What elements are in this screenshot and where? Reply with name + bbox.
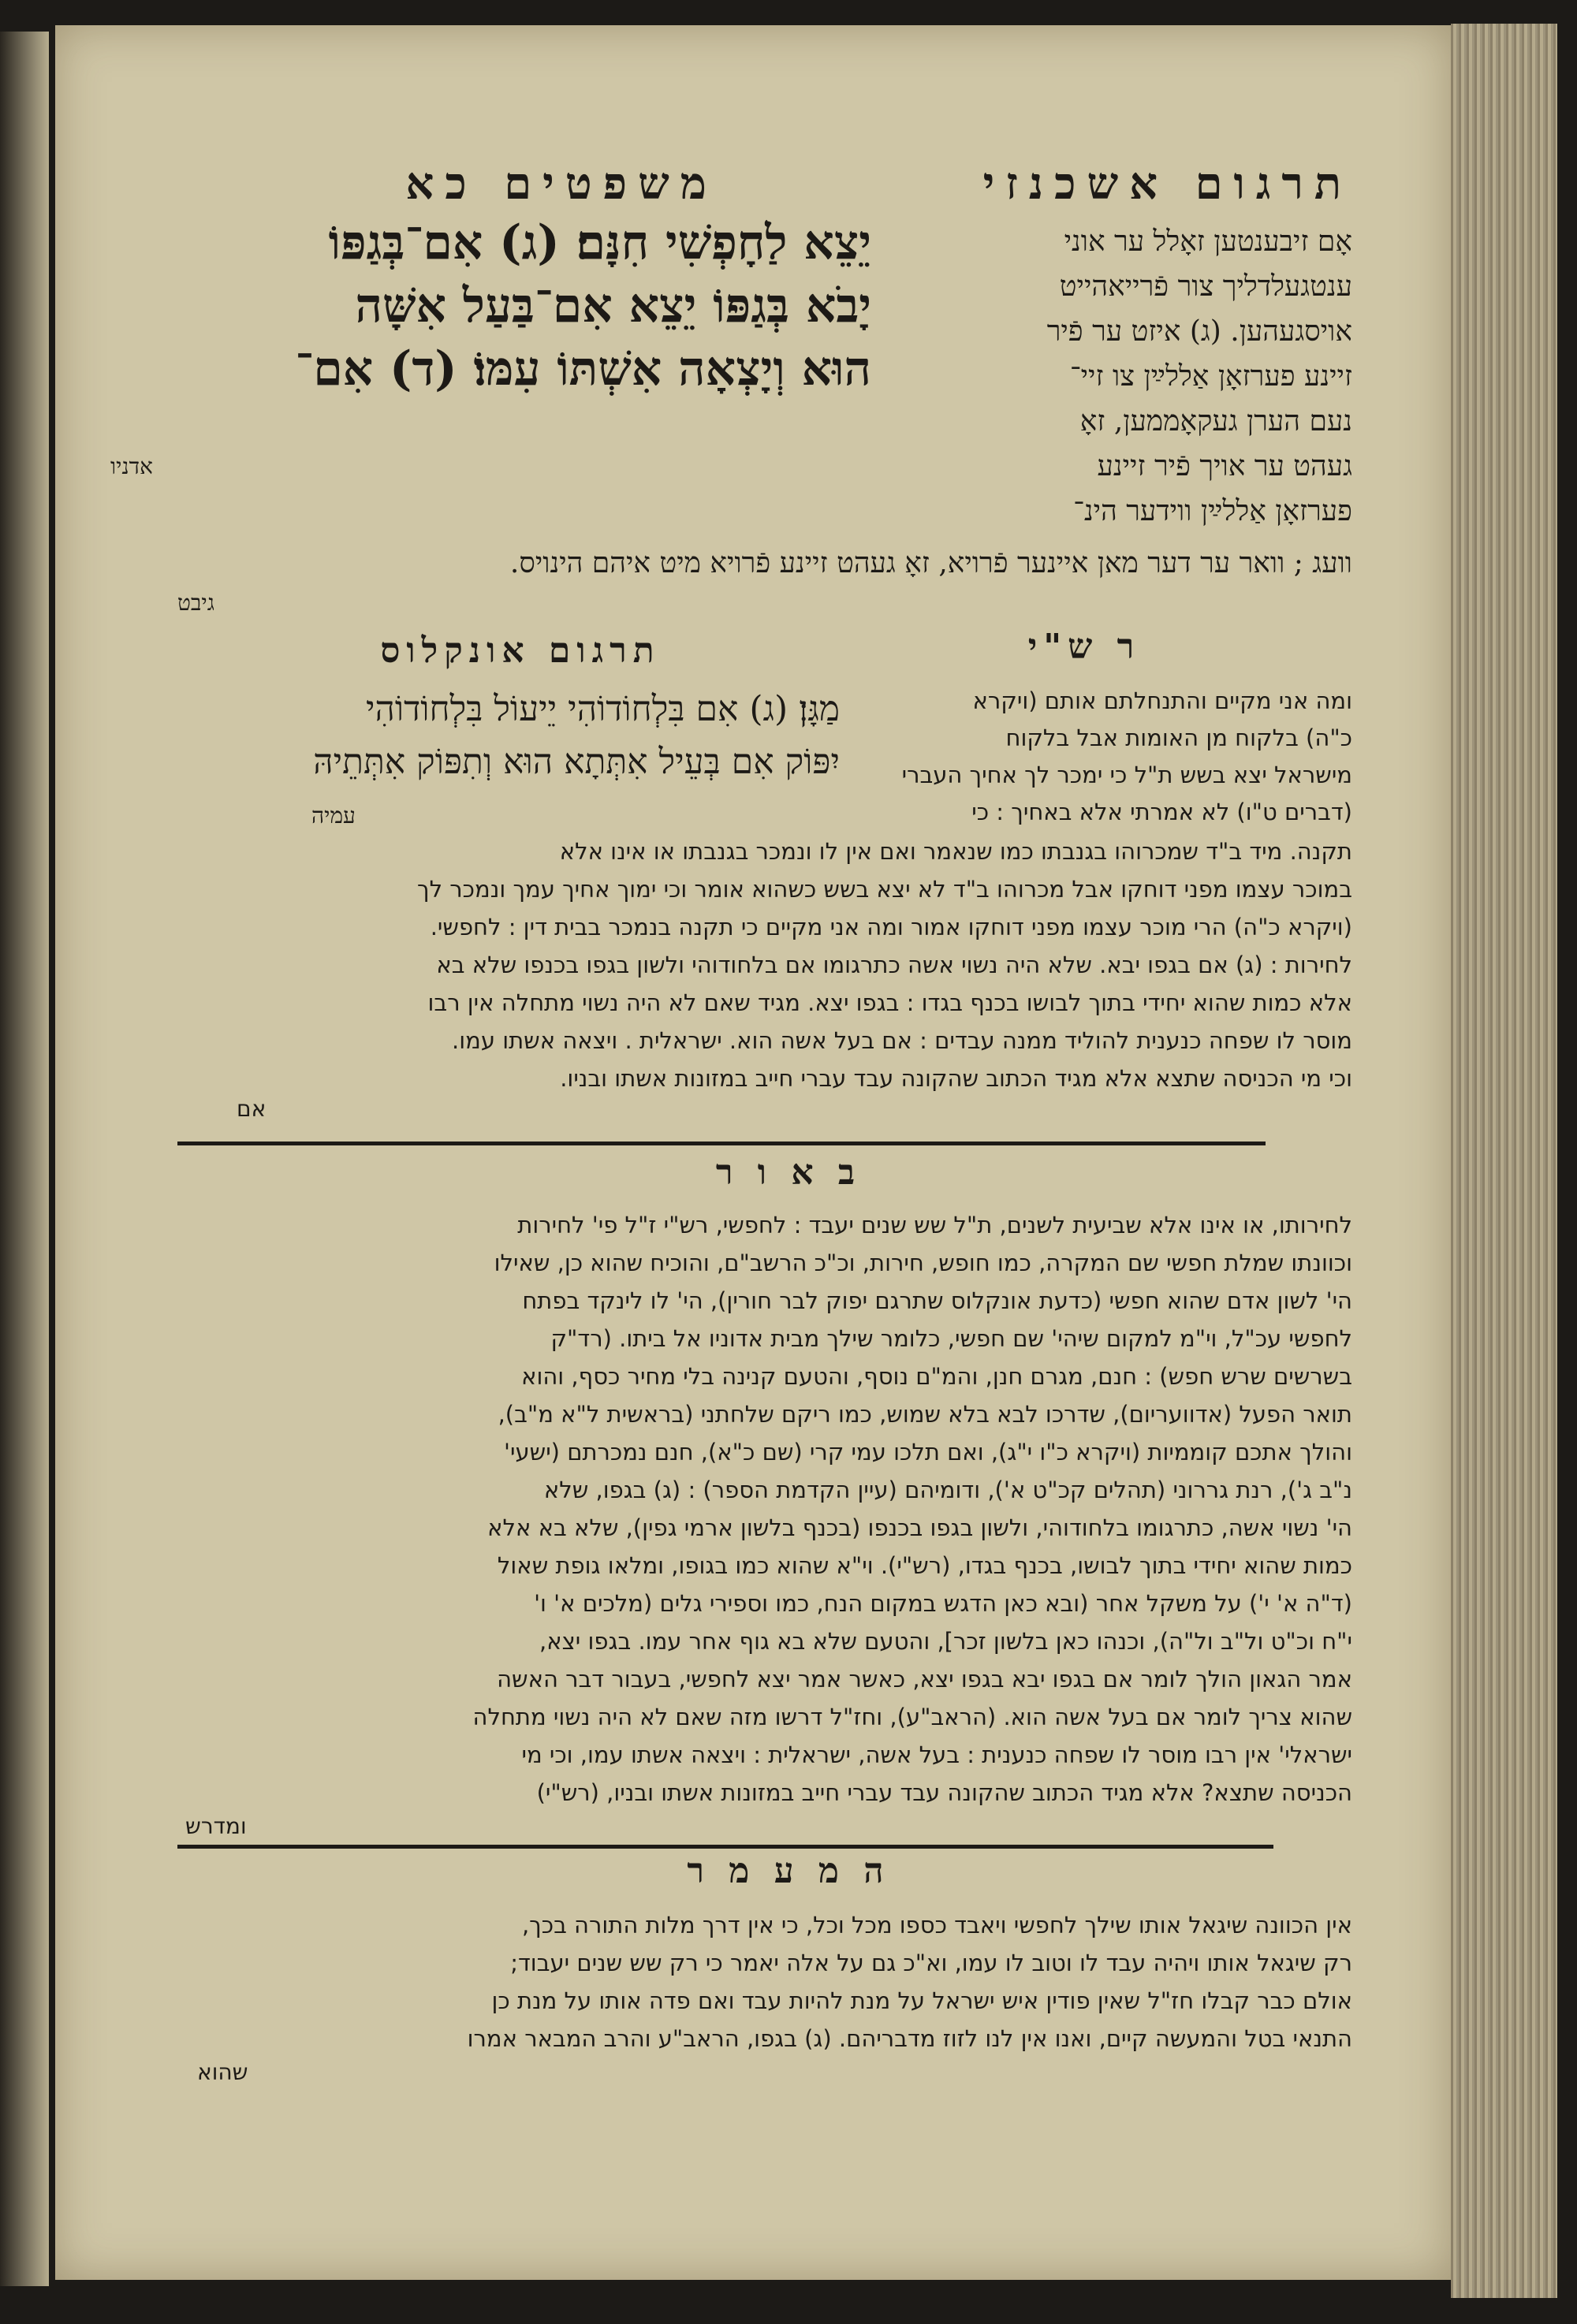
page-stack-edge	[1451, 24, 1557, 2298]
verse-line: יָבֹא בְּגַפּוֹ יֵצֵא אִם־בַּעַל אִשָּׁה	[355, 278, 871, 333]
yiddish-line: אויסגעהען. (ג) איזט ער פֿיר	[1046, 315, 1352, 348]
rashi-line: אלא כמות שהוא יחידי בתוך לבושו בכנף בגדו : בגפו יצא. מגיד שאם לא היה נשוי מתחלה אין רבו	[427, 989, 1352, 1016]
verse-line: הוּא וְיָצְאָה אִשְׁתּוֹ עִמּוֹ׃ (ד) אִם־	[295, 341, 871, 397]
rashi-line: במוכר עצמו מפני דוחקו אבל מכרוהו ב"ד לא יצא בשש כשהוא אומר וכי ימוך אחיך עמך ונמכר לך	[417, 876, 1352, 903]
yiddish-full-line: וועג ; וואר ער דער מאן איינער פֿרויא, זאָ געהט זיינע פֿרויא מיט איהם הינויס.	[509, 547, 1352, 579]
rashi-side-line: (דברים ט"ו) לא אמרתי אלא באחיך : כי	[971, 799, 1352, 825]
biur-line: ישראלי' אין רבו מוסר לו שפחה כנענית : בעל אשה, ישראלית : ויצאה אשתו עמו, וכי מי	[521, 1741, 1352, 1768]
rashi-line: תקנה. מיד ב"ד שמכרוהו בגנבתו כמו שנאמר ואם אין לו ונמכר בגנבתו או אינו אלא	[559, 838, 1352, 865]
biur-line: (ד"ה א' י') על משקל אחר (ובא כאן הדגש במקום הנח, כמו וספירי גלים (מלכים א' ו'	[534, 1590, 1352, 1617]
yiddish-line: פערזאָן אַללײַן ווידער הינ־	[1073, 495, 1352, 527]
yiddish-line: געהט ער אויך פֿיר זיינע	[1097, 450, 1352, 482]
biur-line: והולך אתכם קוממיות (ויקרא כ"ו י"ג), ואם תלכו עמי קרי (שם כ"א), חנם נמכרתם (ישעי'	[504, 1439, 1352, 1466]
biur-line: אמר הגאון הולך לומר אם בגפו יבא בגפו יצא, כאשר אמר יצא לחפשי, בעבור דבר האשה	[497, 1666, 1352, 1693]
rashi-line: (ויקרא כ"ה) הרי מוכר עצמו מפני דוחקו אמור ומה אני מקיים כי תקנה בנמכר בבית דין : לחפשי.	[430, 914, 1352, 940]
rashi-catchword: אם	[237, 1096, 267, 1122]
yiddish-line: ענטגעלדליך צור פֿרייאהייט	[1059, 270, 1352, 303]
onkelos-catchword: עמיה	[311, 803, 356, 829]
biur-line: הי' לשון אדם שהוא חפשי (כדעת אונקלוס שתרגם יפוק לבר חורין), הי' לו לינקד בפתח	[522, 1287, 1352, 1314]
onkelos-title: תרגום אונקלוס	[380, 631, 661, 671]
section-divider	[177, 1845, 1273, 1849]
section-divider	[177, 1142, 1266, 1145]
biur-line: בשרשים שרש חפש) : חנם, מגרם חנן, והמ"ם נוסף, והטעם קנינה בלי מחיר כסף, והוא	[521, 1363, 1352, 1390]
hameamer-title: ה מ ע מ ר	[687, 1851, 890, 1891]
rashi-line: וכי מי הכניסה שתצא אלא מגיד הכתוב שהקונה עבד עברי חייב במזונות אשתו ובניו.	[560, 1065, 1352, 1092]
verse-catchword: אדניו	[110, 453, 153, 479]
yiddish-line: נעם הערן געקאָממען, זאָ	[1079, 405, 1352, 438]
hameamer-catchword: שהוא	[197, 2059, 248, 2085]
previous-page-edge	[0, 32, 49, 2286]
biur-line: י"ח וכ"ט ול"ב ול"ה), וכנהו כאן בלשון זכר], והטעם שלא בא גוף אחר עמו. בגפו יצא,	[539, 1628, 1352, 1655]
biur-line: הכניסה שתצא? אלא מגיד הכתוב שהקונה עבד עברי חייב במזונות אשתו ובניו, (רש"י)	[536, 1779, 1352, 1806]
biur-line: וכוונתו שמלת חפשי שם המקרה, כמו חופש, חירות, וכ"כ הרשב"ם, והוכיח שהוא כן, שאילו	[494, 1250, 1352, 1276]
biur-catchword: ומדרש	[185, 1813, 247, 1839]
rashi-title: ר ש"י	[1027, 627, 1141, 667]
onkelos-line: יִפּוֹק אִם בְּעֵיל אִתְּתָא הוּא וְתִפּוֹק אִתְּתֵיהּ	[313, 742, 840, 782]
hameamer-line: התנאי בטל והמעשה קיים, ואנו אין לנו לזוז מדבריהם. (ג) בגפו, הראב"ע והרב המבאר אמרו	[467, 2025, 1352, 2052]
verse-line: יֵצֵא לַחָפְשִׁי חִנָּם׃ (ג) אִם־בְּגַפּוֹ	[328, 215, 871, 270]
header-left-title: תרגום אשכנזי	[982, 158, 1352, 210]
hameamer-line: אולם כבר קבלו חז"ל שאין פודין איש ישראל על מנת להיות עבד ואם פדה אותו על מנת כן	[491, 1987, 1352, 2014]
yiddish-line: זיינע פערזאָן אַללײַן צו זיי־	[1069, 360, 1352, 393]
yiddish-line: אָם זיבענטען זאָלל ער אוני	[1064, 225, 1352, 258]
biur-line: שהוא צריך לומר אם בעל אשה הוא. (הראב"ע), וחז"ל דרשו מזה שאם לא היה נשוי מתחלה	[472, 1704, 1352, 1730]
biur-line: תואר הפעל (אדוועריום), שדרכו לבא בלא שמוש, כמו ריקם שלחתני (בראשית ל"א מ"ב),	[498, 1401, 1352, 1428]
hameamer-line: אין הכוונה שיגאל אותו שילך לחפשי ויאבד כספו מכל וכל, כי אין דרך מלות התורה בכך,	[521, 1912, 1352, 1939]
biur-title: ב א ו ר	[715, 1153, 862, 1193]
rashi-side-line: ומה אני מקיים והתנחלתם אותם (ויקרא	[972, 687, 1352, 714]
hameamer-line: רק שיגאל אותו ויהיה עבד לו וטוב לו עמו, וא"כ גם על אלה יאמר כי רק שש שנים יעבוד;	[510, 1950, 1352, 1976]
biur-line: הי' נשוי אשה, כתרגומו בלחודוהי, ולשון בגפו בכנפו (בכנף בלשון ארמי גפין), שלא בא אלא	[487, 1514, 1352, 1541]
biur-line: לחפשי עכ"ל, וי"מ למקום שיהי' שם חפשי, כלומר שילך מבית אדוניו אל ביתו. (רד"ק	[550, 1325, 1352, 1352]
biur-line: לחירותו, או אינו אלא שביעית לשנים, ת"ל שש שנים יעבד : לחפשי, רש"י ז"ל פי' לחירות	[517, 1212, 1352, 1238]
biur-line: נ"ב ג'), רנת גררוני (תהלים קכ"ט א'), ודומיהם (עיין הקדמת הספר) : (ג) בגפו, שלא	[543, 1477, 1352, 1503]
rashi-side-line: כ"ה) בלקוח מן האומות אבל בלקוח	[1005, 724, 1352, 751]
header-right-title: משפטים כא	[405, 158, 718, 210]
biur-line: כמות שהוא יחידי בתוך לבושו, בכנף בגדו, (רש"י). וי"א שהוא כמו בגופו, ומלאו גופת שאול	[497, 1552, 1352, 1579]
rashi-side-line: מישראל יצא בשש ת"ל כי ימכר לך אחיך העברי	[901, 762, 1352, 788]
rashi-line: מוסר לו שפחה כנענית להוליד ממנה עבדים : אם בעל אשה הוא. ישראלית . ויצאה אשתו עמו.	[452, 1027, 1352, 1054]
rashi-line: לחירות : (ג) אם בגפו יבא. שלא היה נשוי אשה כתרגומו אם בלחודוהי ולשון בגפו בכנפו שלא בא	[436, 952, 1352, 978]
yiddish-catchword: גיבט	[177, 590, 214, 616]
onkelos-line: מַגָּן׃ (ג) אִם בִּלְחוֹדוֹהִי יֵיעוֹל בִּלְחוֹדוֹהִי	[366, 689, 840, 729]
